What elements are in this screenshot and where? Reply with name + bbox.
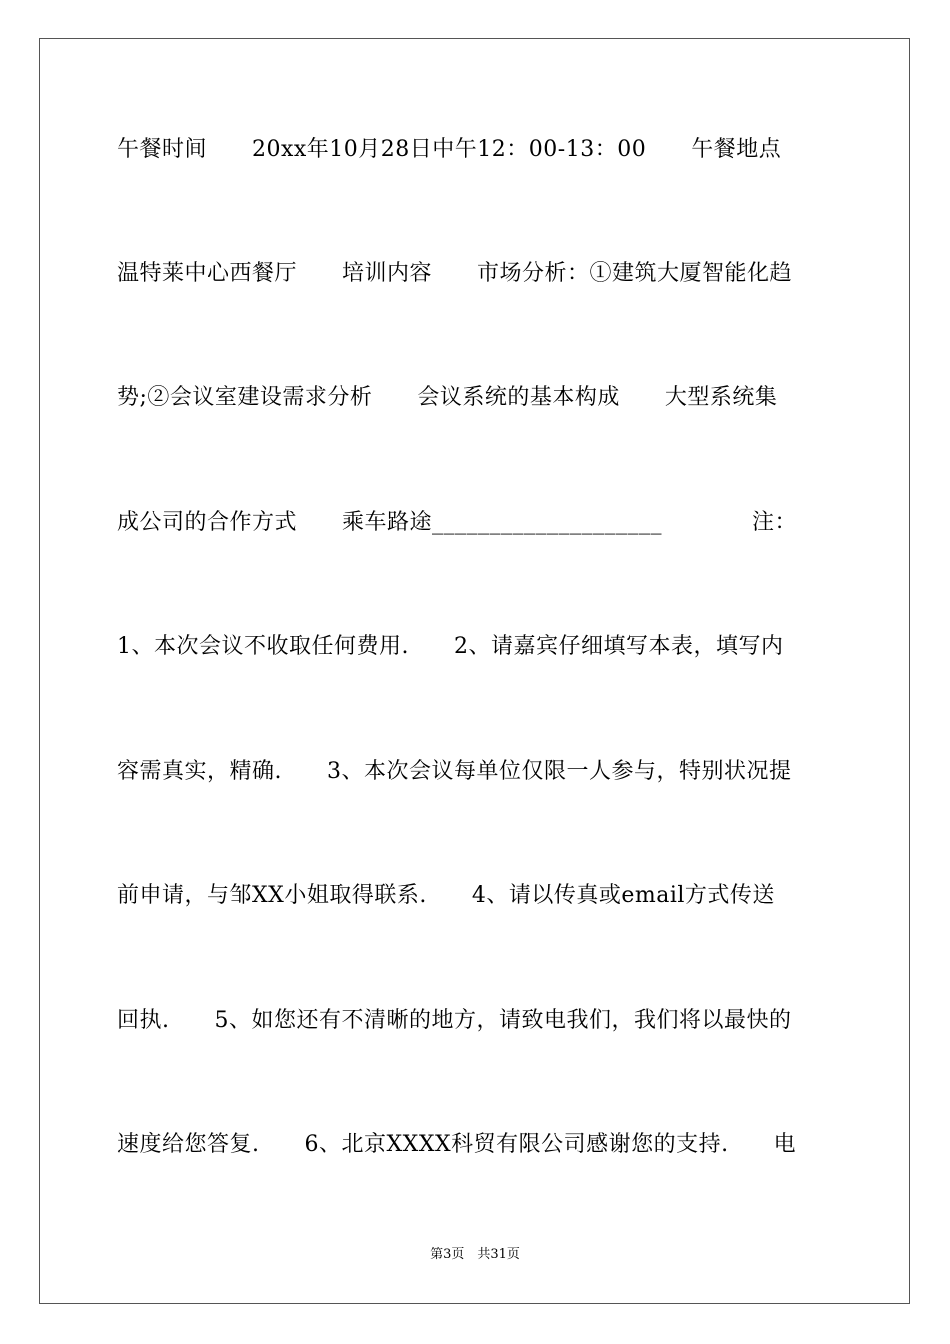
text-line: 容需真实，精确. 3、本次会议每单位仅限一人参与，特别状况提 bbox=[117, 759, 792, 784]
text-line: 速度给您答复. 6、北京XXXX科贸有限公司感谢您的支持. 电 bbox=[117, 1132, 797, 1157]
page-number-footer: 第3页 共31页 bbox=[430, 1247, 520, 1262]
page-border bbox=[39, 38, 910, 1304]
text-line: 回执. 5、如您还有不清晰的地方，请致电我们，我们将以最快的 bbox=[117, 1008, 792, 1033]
text-line: 1、本次会议不收取任何费用. 2、请嘉宾仔细填写本表，填写内 bbox=[117, 634, 784, 659]
text-line: 温特莱中心西餐厅 培训内容 市场分析：①建筑大厦智能化趋 bbox=[117, 261, 793, 286]
text-line: 成公司的合作方式 乘车路途____________________ 注： bbox=[117, 510, 798, 535]
text-line: 势;②会议室建设需求分析 会议系统的基本构成 大型系统集 bbox=[117, 385, 778, 410]
text-line: 前申请，与邹XX小姐取得联系. 4、请以传真或email方式传送 bbox=[117, 883, 775, 908]
text-line: 午餐时间 20xx年10月28日中午12：00-13：00 午餐地点 bbox=[117, 137, 782, 162]
